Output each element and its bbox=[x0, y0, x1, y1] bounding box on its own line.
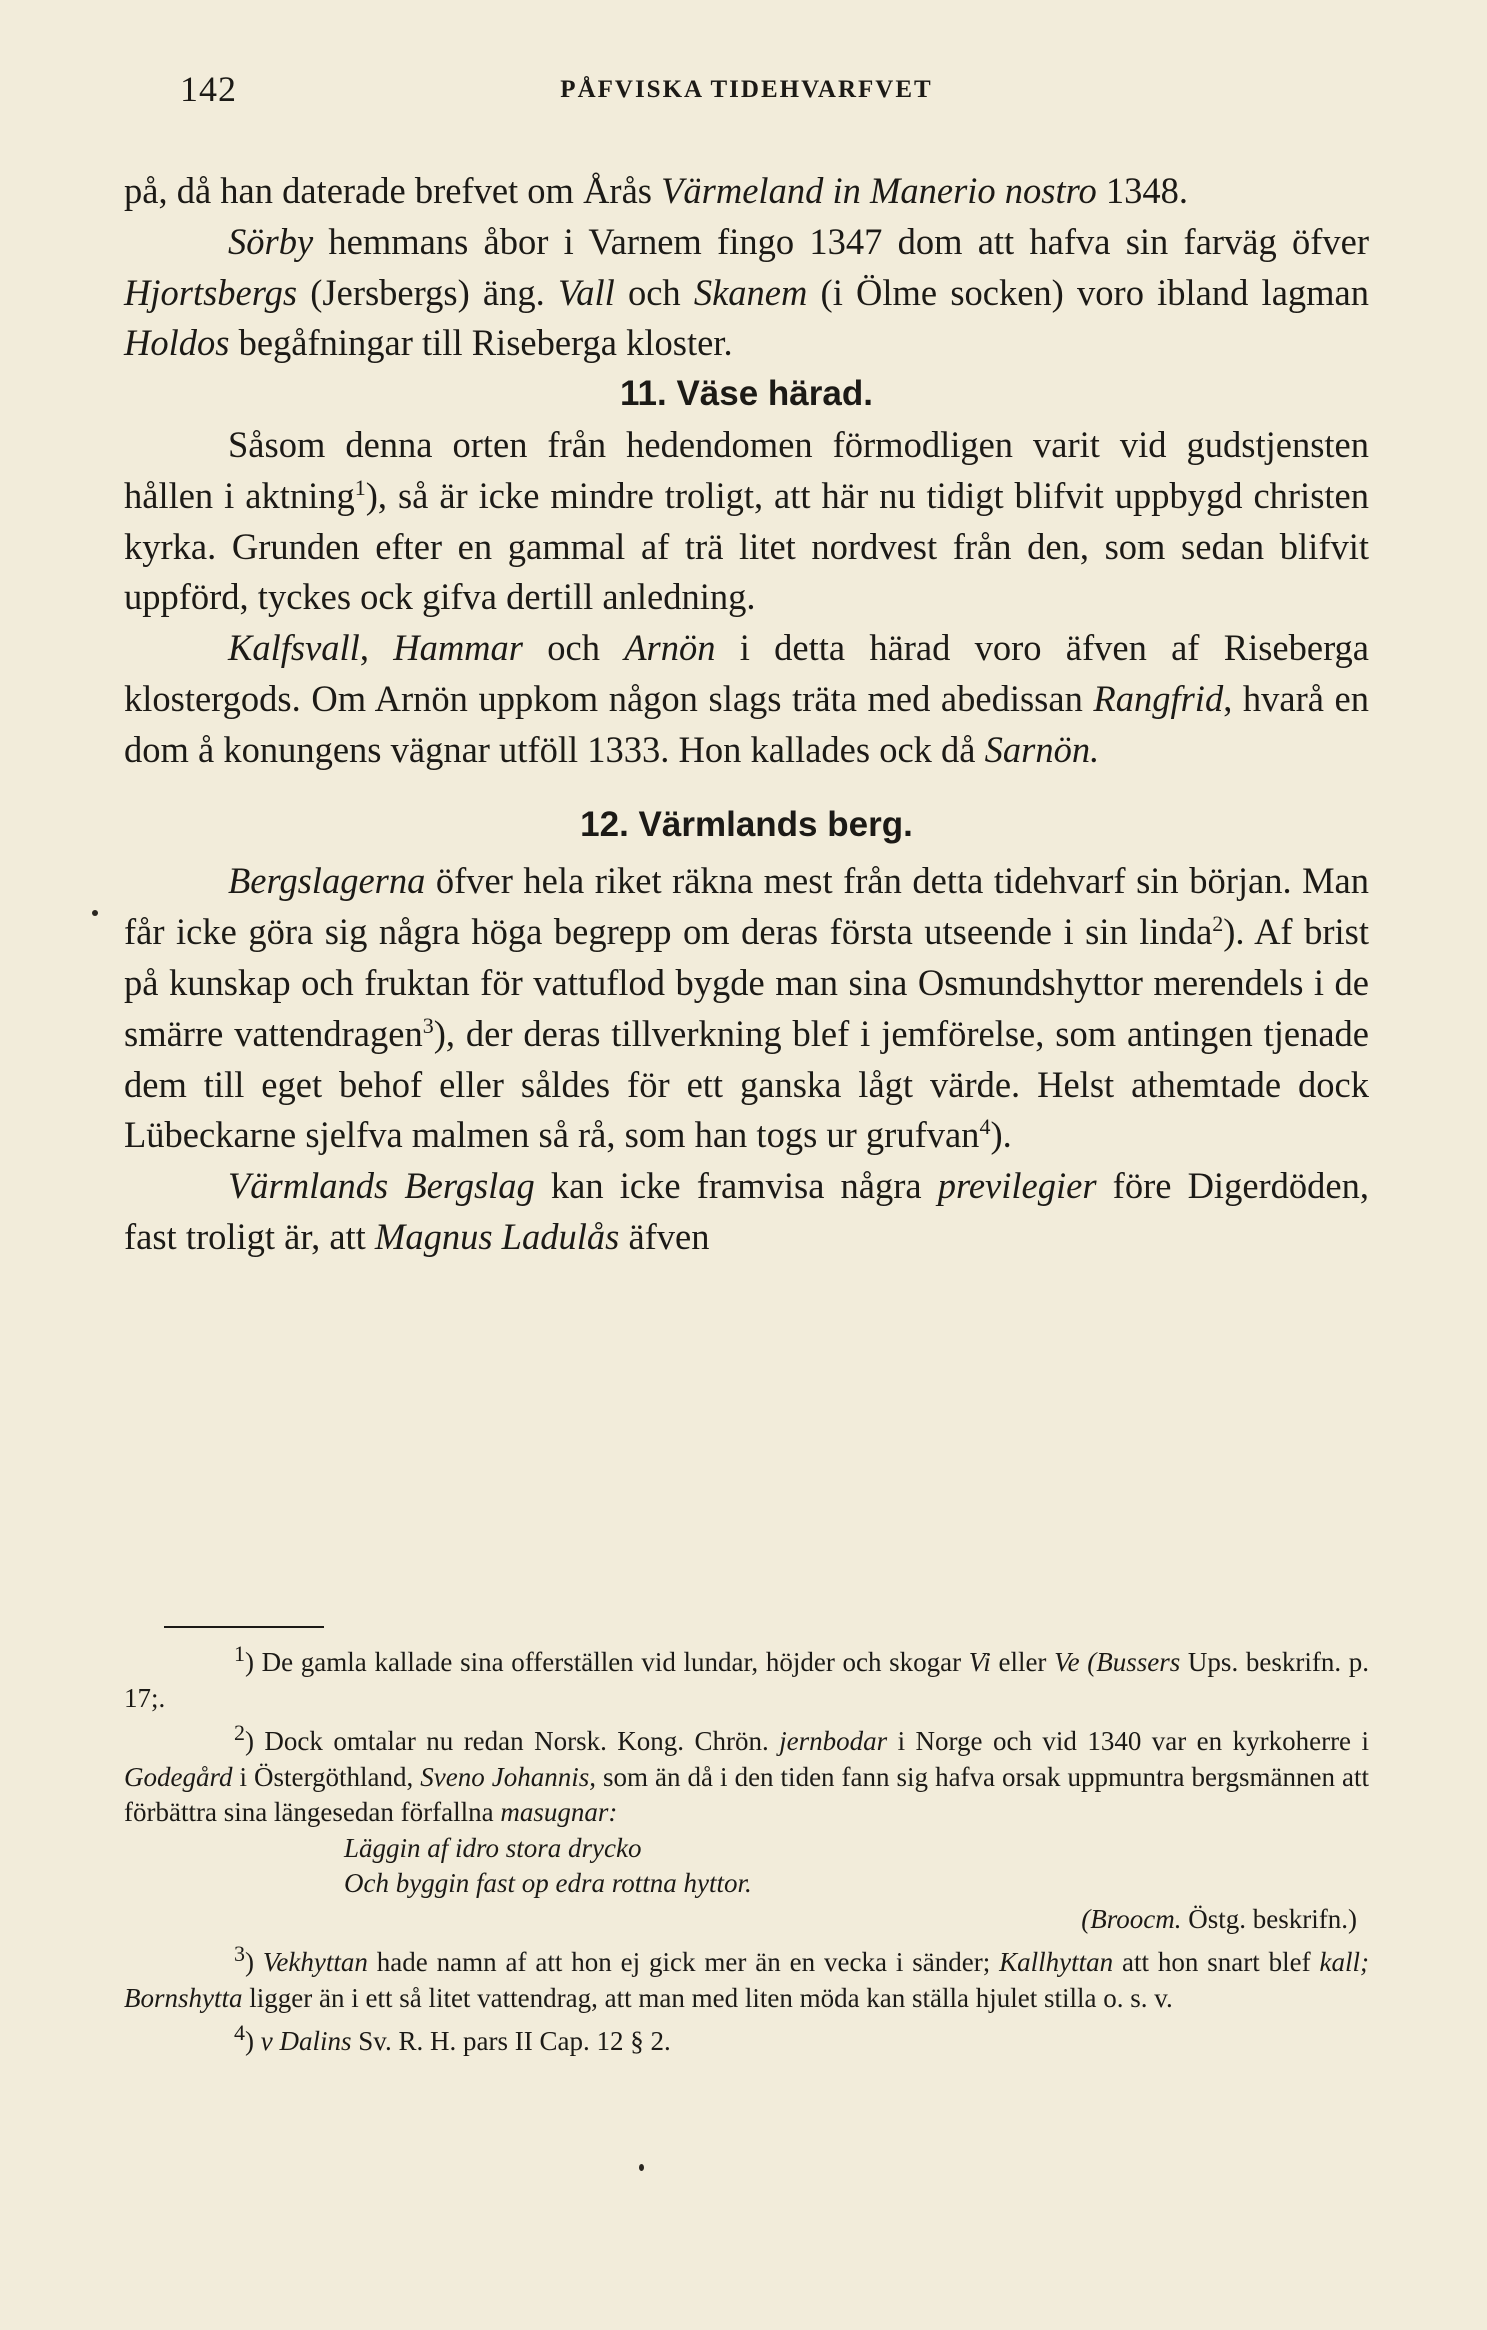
text: hade namn af att hon ej gick mer än en vecka i sänder; bbox=[367, 1947, 1000, 1977]
verse-citation bbox=[124, 1902, 1369, 1938]
text: på, då han daterade brefvet om Årås bbox=[124, 170, 662, 211]
text: eller bbox=[990, 1647, 1055, 1677]
paragraph bbox=[124, 856, 1369, 1161]
text: i detta härad voro äfven af Riseberga klostergods. Om Arnön uppkom någon slags träta med abedissan bbox=[124, 627, 1370, 719]
print-speck-icon bbox=[639, 2164, 644, 2171]
text: ) bbox=[245, 2026, 261, 2056]
text: ), der deras tillverkning blef i jemförelse, som antingen tjenade dem till eget behof eller såldes för ett ganska lågt värde. Helst athemtade dock Lübeckarne sjelfva malmen så rå, som han togs ur grufvan bbox=[124, 1012, 1369, 1156]
italic-text: Bergslagerna bbox=[228, 860, 426, 902]
italic-text: masugnar: bbox=[500, 1797, 618, 1827]
italic-text: Sarnön. bbox=[984, 728, 1100, 770]
text: 1348. bbox=[1096, 170, 1188, 211]
footnote-3 bbox=[124, 1941, 1369, 2016]
footnote-4 bbox=[124, 2020, 1369, 2060]
text: hemmans åbor i Varnem fingo 1347 dom att hafva sin farväg öfver bbox=[313, 220, 1369, 262]
verse-line: Läggin af idro stora drycko bbox=[344, 1832, 642, 1863]
italic-text: Ve (Bussers bbox=[1054, 1647, 1181, 1677]
text: äfven bbox=[619, 1215, 710, 1257]
text: i Norge och vid 1340 var en kyrkoherre i bbox=[887, 1726, 1369, 1756]
text: och bbox=[523, 627, 625, 669]
text: ). bbox=[990, 1114, 1012, 1156]
text: (Jersbergs) äng. bbox=[297, 271, 558, 313]
page-number: 142 bbox=[180, 69, 237, 109]
italic-text: Vall bbox=[557, 271, 615, 313]
footnote-2 bbox=[124, 1720, 1369, 1831]
section-heading: 11. Väse härad. bbox=[620, 374, 873, 414]
italic-text: Kallhyttan bbox=[999, 1947, 1114, 1977]
text: före Digerdöden, fast troligt är, att bbox=[124, 1165, 1369, 1257]
italic-text: Hammar bbox=[393, 627, 524, 669]
italic-text: Vi bbox=[968, 1647, 991, 1677]
text: ). Af brist på kunskap och fruktan för vattuflod bygde man sina Osmundshyttor merendels i de smärre vattendragen bbox=[124, 911, 1369, 1054]
footnote-mark: 4 bbox=[234, 2020, 245, 2045]
section-heading: 12. Värmlands berg. bbox=[580, 804, 913, 844]
paragraph bbox=[124, 1161, 1369, 1263]
italic-text: Värmlands Bergslag bbox=[228, 1165, 535, 1207]
text: Sv. R. H. pars II Cap. 12 § 2. bbox=[351, 2026, 671, 2056]
paragraph bbox=[124, 166, 1369, 217]
text: , hvarå en dom å konungens vägnar utföll 1333. Hon kallades ock då bbox=[124, 677, 1369, 770]
italic-text: Magnus Ladulås bbox=[374, 1215, 620, 1257]
text: som än då i den tiden fann sig hafva orsak uppmuntra bergsmännen att förbättra sina längesedan förfallna bbox=[124, 1761, 1369, 1827]
text: ) De gamla kallade sina offerställen vid lundar, höjder och skogar bbox=[245, 1647, 969, 1677]
text: Ups. beskrifn. p. 17;. bbox=[124, 1647, 1370, 1713]
footnote-ref[interactable]: 3 bbox=[422, 1012, 434, 1038]
print-speck-icon bbox=[92, 910, 98, 916]
text: ), så är icke mindre troligt, att här nu tidigt blifvit uppbygd christen kyrka. Grunden efter en gammal af trä litet nordvest från den, som sedan blifvit uppförd, tyckes ock gifva dertill anledning. bbox=[124, 474, 1369, 618]
paragraph bbox=[124, 217, 1369, 369]
italic-text: Värmeland in Manerio nostro bbox=[661, 170, 1097, 211]
text: , bbox=[359, 627, 394, 669]
italic-text: v Dalins bbox=[260, 2026, 352, 2056]
running-title: PÅFVISKA TIDEHVARFVET bbox=[560, 76, 933, 103]
text: Östg. beskrifn.) bbox=[1181, 1903, 1357, 1934]
text: ligger än i ett så litet vattendrag, att man med liten möda kan ställa hjulet stilla o. s. v. bbox=[242, 1982, 1173, 2013]
italic-text: Sörby bbox=[228, 220, 314, 262]
text: ) Dock omtalar nu redan Norsk. Kong. Chrön. bbox=[245, 1726, 780, 1756]
text: öfver hela riket räkna mest från detta tidehvarf sin början. Man får icke göra sig några höga begrepp om deras första utseende i sin linda bbox=[124, 860, 1369, 953]
page-header bbox=[124, 62, 1369, 122]
paragraph bbox=[124, 623, 1369, 775]
italic-text: Arnön bbox=[624, 627, 716, 669]
footnote-mark: 3 bbox=[234, 1941, 245, 1966]
footnote-1 bbox=[124, 1641, 1370, 1716]
text: Såsom denna orten från hedendomen förmodligen varit vid gudstjensten hållen i aktning bbox=[124, 423, 1369, 516]
text: begåfningar till Riseberga kloster. bbox=[229, 322, 733, 364]
italic-text: Hjortsbergs bbox=[124, 271, 298, 313]
italic-text: jernbodar bbox=[779, 1726, 888, 1756]
text: (i Ölme socken) voro ibland lagman bbox=[807, 271, 1369, 313]
text: ) bbox=[245, 1947, 263, 1977]
footnote-divider bbox=[164, 1626, 324, 1628]
text: och bbox=[614, 271, 694, 313]
italic-text: Vekhyttan bbox=[262, 1947, 368, 1977]
italic-text: Rangfrid bbox=[1093, 677, 1224, 719]
italic-text: kall; Bornshytta bbox=[124, 1947, 1369, 2013]
italic-text: Kalfsvall bbox=[228, 627, 360, 669]
text: kan icke framvisa några bbox=[534, 1165, 938, 1207]
footnote-ref[interactable]: 4 bbox=[979, 1114, 991, 1140]
italic-text: Sveno Johannis, bbox=[420, 1761, 597, 1792]
italic-text: Holdos bbox=[124, 322, 230, 364]
italic-text: Skanem bbox=[693, 271, 808, 313]
body-text bbox=[124, 166, 1369, 1263]
text: att hon snart blef bbox=[1113, 1947, 1320, 1977]
italic-text: Godegård bbox=[124, 1761, 233, 1792]
paragraph bbox=[124, 420, 1369, 623]
footnote-mark: 1 bbox=[234, 1641, 245, 1666]
italic-text: (Broocm. bbox=[1081, 1903, 1182, 1934]
footnote-ref[interactable]: 2 bbox=[1212, 911, 1224, 936]
footnote-ref[interactable]: 1 bbox=[354, 474, 366, 500]
verse-line: Och byggin fast op edra rottna hyttor. bbox=[344, 1868, 752, 1898]
text: i Östergöthland, bbox=[232, 1761, 421, 1792]
footnotes bbox=[124, 1641, 1370, 2060]
footnote-mark: 2 bbox=[234, 1720, 245, 1745]
italic-text: previlegier bbox=[937, 1165, 1097, 1207]
